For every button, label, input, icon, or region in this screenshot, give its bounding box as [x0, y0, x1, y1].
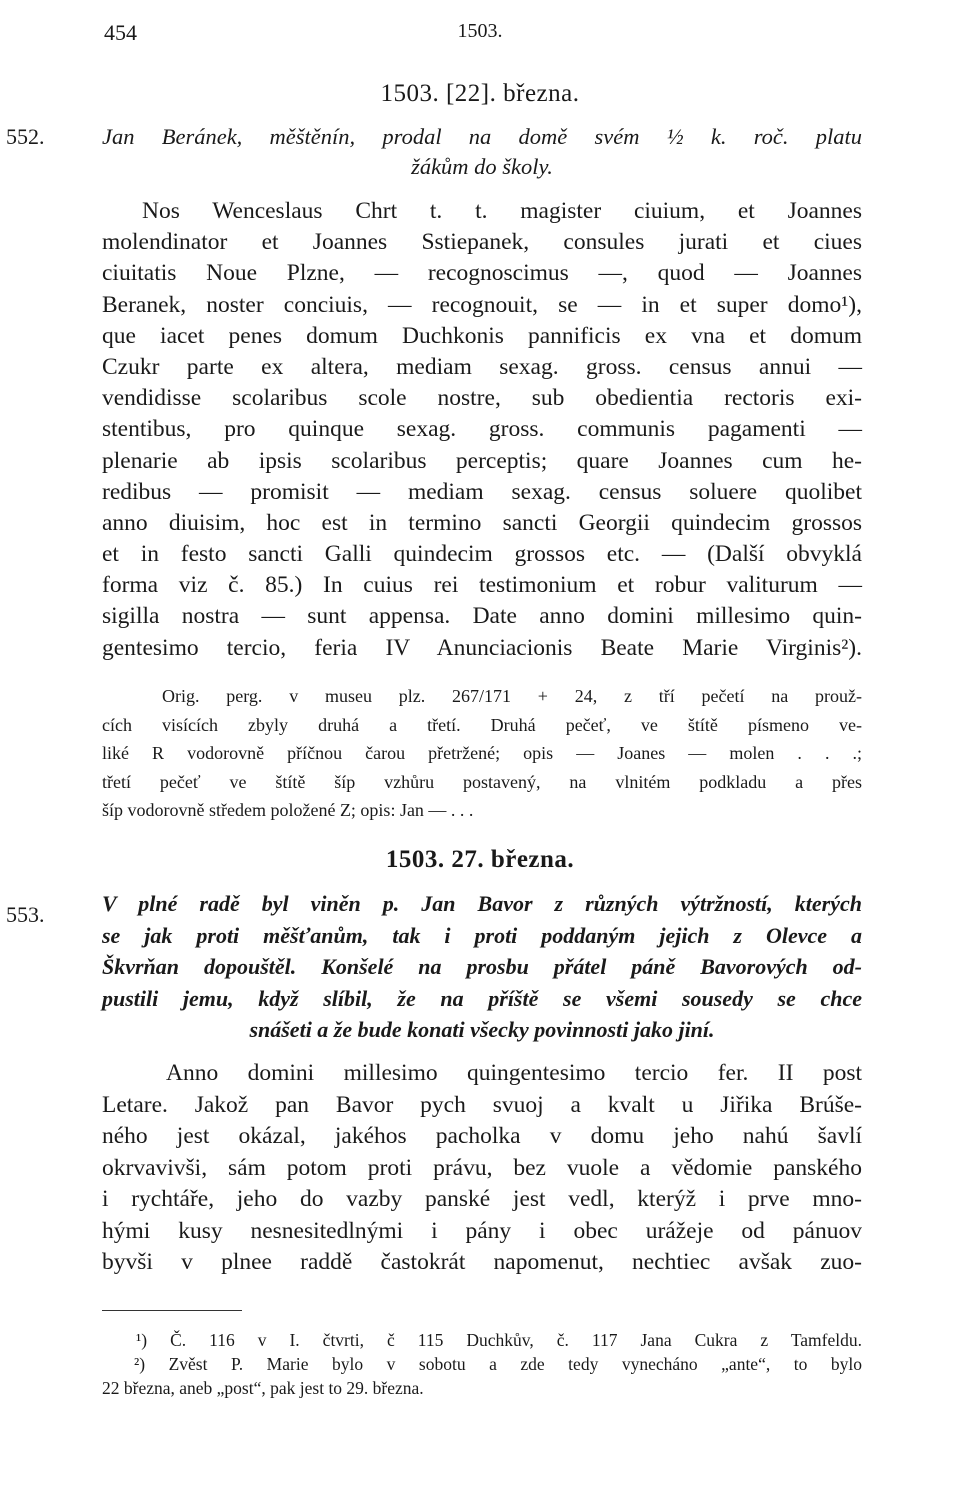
running-head: 1503.	[457, 20, 503, 42]
regest-line: žákům do školy.	[411, 154, 553, 179]
text-line: hými kusy nesnesitedlnými i pány i obec urážeje od pánuov	[102, 1217, 862, 1244]
regest-line: snášeti a že bude konati všecky povinnosti jako jiní.	[249, 1017, 715, 1042]
regest-line: pustili jemu, když slíbil, že na příště se všemi sousedy se chce	[102, 985, 862, 1011]
text-line: vendidisse scolaribus scole nostre, sub obedientia rectoris exi-	[102, 385, 862, 412]
text-line: Letare. Jakož pan Bavor pych svuoj a kvalt u Jiřika Brúše-	[102, 1091, 862, 1118]
entry-552-date-heading: 1503. [22]. března.	[380, 80, 580, 107]
text-line: que iacet penes domum Duchkonis pannificis ex vna et domum	[102, 322, 862, 349]
text-line: Czukr parte ex altera, mediam sexag. gross. census annui —	[102, 353, 862, 380]
text-line: i rychtáře, jeho do vazby panské jest vedl, kterýž i prve mno-	[102, 1186, 862, 1212]
entry-552-source-note	[102, 682, 862, 825]
entry-553-regest	[102, 888, 862, 1046]
text-line: Anno domini millesimo quingentesimo tercio fer. II post	[166, 1060, 862, 1086]
entry-553-text	[102, 1058, 862, 1279]
text-line: ného jest okázal, jakéhos pacholka v domu jeho nahú šavlí	[102, 1123, 862, 1149]
text-line: anno diuisim, hoc est in termino sancti Georgii quindecim grossos	[102, 509, 862, 536]
text-line: sigilla nostra — sunt appensa. Date anno domini millesimo quin-	[102, 603, 862, 630]
regest-line: V plné radě byl viněn p. Jan Bavor z různých výtržností, kterých	[102, 891, 862, 916]
entry-553-number: 553.	[6, 902, 45, 927]
text-line: okrvavivši, sám potom proti právu, bez vuole a vědomie panského	[102, 1154, 862, 1181]
regest-line: se jak proti měšťanům, tak i proti poddaným jejich z Olevce a	[102, 922, 862, 948]
text-line: gentesimo tercio, feria IV Anunciacionis Beate Marie Virginis²).	[102, 634, 862, 661]
regest-line: Jan Beránek, měštěnín, prodal na domě svém ½ k. roč. platu	[102, 124, 862, 149]
text-line: molendinator et Joannes Sstiepanek, consules jurati et ciues	[102, 229, 862, 256]
text-line: Beranek, noster conciuis, — recognouit, se — in et super domo¹),	[102, 291, 862, 318]
text-line: ciuitatis Noue Plzne, — recognoscimus —, quod — Joannes	[102, 260, 862, 287]
note-line: šíp vodorovně středem položené Z; opis: Jan — . . .	[102, 800, 474, 820]
text-line: et in festo sancti Galli quindecim grossos etc. — (Další obvyklá	[102, 541, 862, 568]
page-number: 454	[104, 20, 137, 45]
regest-line: Škvrňan dopouštěl. Konšelé na prosbu přátel páně Bavorových od-	[102, 954, 862, 979]
footnote-2: ²) Zvěst P. Marie bylo v sobotu a zde tedy vynecháno „ante“, to bylo	[134, 1354, 862, 1374]
footnote-rule	[102, 1310, 242, 1311]
note-line: cích visících zbyly druhá a třetí. Druhá pečeť, ve štítě písmeno ve-	[102, 714, 862, 735]
text-line: byvši v plnee raddě častokrát napomenut, nechtiec avšak zuo-	[102, 1249, 862, 1275]
entry-552-number: 552.	[6, 124, 45, 149]
text-line: forma viz č. 85.) In cuius rei testimonium et robur valiturum —	[102, 572, 862, 599]
note-line: liké R vodorovně příčnou čarou přetržené; opis — Joanes — molen . . .;	[102, 743, 862, 763]
text-line: stentibus, pro quinque sexag. gross. communis pagamenti —	[102, 416, 862, 443]
text-line: plenarie ab ipsis scolaribus perceptis; quare Joannes cum he-	[102, 447, 862, 474]
text-line: Nos Wenceslaus Chrt t. t. magister ciuium, et Joannes	[142, 198, 862, 224]
note-line: Orig. perg. v museu plz. 267/171 + 24, z tří pečetí na prouž-	[162, 686, 862, 706]
footnotes	[102, 1328, 862, 1400]
footnote-2-continued: 22 března, aneb „post“, pak jest to 29. března.	[102, 1378, 424, 1398]
note-line: třetí pečeť ve štítě šíp vzhůru postavený, na vlnitém podkladu a přes	[102, 771, 862, 792]
entry-552-regest	[102, 122, 862, 182]
entry-552-text	[102, 196, 862, 664]
entry-553-date-heading: 1503. 27. března.	[385, 846, 575, 873]
footnote-1: ¹) Č. 116 v I. čtvrti, č 115 Duchkův, č. 117 Jana Cukra z Tamfeldu.	[136, 1330, 862, 1350]
text-line: redibus — promisit — mediam sexag. census soluere quolibet	[102, 478, 862, 505]
